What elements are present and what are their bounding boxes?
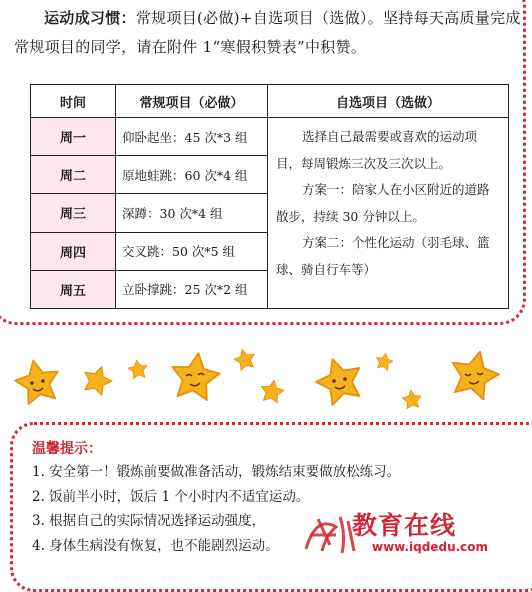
star-icon <box>80 362 115 397</box>
intro-title: 运动成习惯： <box>44 9 136 27</box>
star-icon <box>232 348 257 371</box>
required-item-cell: 原地蛙跳：60 次*4 组 <box>116 156 268 194</box>
star-face-icon <box>446 348 503 401</box>
required-item-cell: 深蹲：30 次*4 组 <box>116 194 268 232</box>
tip-item: 3. 根据自己的实际情况选择运动强度， <box>32 513 266 529</box>
tip-item: 2. 饭前半小时，饭后 1 个小时内不适宜运动。 <box>32 488 310 505</box>
intro-paragraph <box>14 4 524 62</box>
table-header-row <box>31 85 509 118</box>
optional-items-cell <box>268 118 509 309</box>
star-icon <box>259 378 285 403</box>
star-face-icon <box>311 352 368 407</box>
star-icon <box>402 389 423 409</box>
tip-item: 1. 安全第一！锻炼前要做准备活动，锻炼结束要做放松练习。 <box>32 464 401 480</box>
star-face-icon <box>169 350 222 401</box>
intro-text: 常规项目(必做)+自选项目（选做）。坚持每天高质量完成常规项目的同学，请在附件 1“寒假积赞表”中积赞。 <box>14 9 521 56</box>
day-cell: 周三 <box>31 194 116 232</box>
optional-intro: 选择自己最需要或喜欢的运动项目，每周锻炼三次及三次以上。 <box>276 129 478 171</box>
optional-plan-one: 方案一：陪家人在小区附近的道路散步，持续 30 分钟以上。 <box>276 182 490 224</box>
day-cell: 周一 <box>31 118 116 156</box>
day-cell: 周五 <box>31 270 116 308</box>
tip-item: 4. 身体生病没有恢复，也不能剧烈运动。 <box>32 537 279 554</box>
star-decoration-row <box>0 348 532 418</box>
watermark-text: 教育在线 <box>352 511 457 540</box>
header-required: 常规项目（必做） <box>116 85 268 118</box>
star-icon <box>127 359 148 380</box>
day-cell: 周二 <box>31 156 116 194</box>
required-item-cell: 交叉跳：50 次*5 组 <box>116 232 268 270</box>
header-optional: 自选项目（选做） <box>268 85 509 118</box>
exercise-plan-table <box>30 84 509 309</box>
star-icon <box>374 351 394 370</box>
header-time: 时间 <box>31 85 116 118</box>
day-cell: 周四 <box>31 232 116 270</box>
tips-title: 温馨提示： <box>32 441 102 457</box>
optional-plan-two: 方案二：个性化运动（羽毛球、篮球、骑自行车等） <box>276 235 490 277</box>
table-row <box>31 118 509 156</box>
required-item-cell: 立卧撑跳：25 次*2 组 <box>116 270 268 308</box>
watermark-url: www.iqdedu.com <box>372 540 489 554</box>
star-face-icon <box>12 356 63 406</box>
required-item-cell: 仰卧起坐：45 次*3 组 <box>116 118 268 156</box>
